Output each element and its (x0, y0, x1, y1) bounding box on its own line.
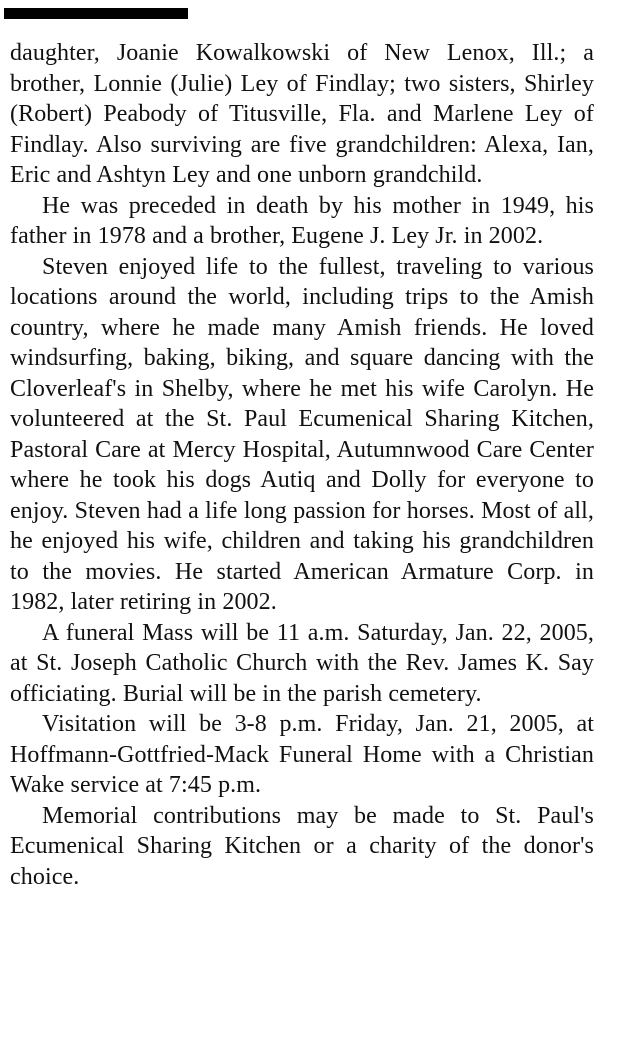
paragraph-survivors: daughter, Joanie Kowalkowski of New Lenox, Ill.; a brother, Lonnie (Julie) Ley of Findlay; two sisters, Shirley (Robert) Peabody of Titusville, Fla. and Marlene Ley of Findlay. Also surviving are five grandchildren: Alexa, Ian, Eric and Ashtyn Ley and one unborn grandchild. (10, 40, 594, 188)
paragraph-funeral-mass: A funeral Mass will be 11 a.m. Saturday, Jan. 22, 2005, at St. Joseph Catholic Church with the Rev. James K. Say officiating. Burial will be in the parish cemetery. (10, 619, 594, 707)
obituary-column (10, 38, 594, 892)
paragraph-preceded: He was preceded in death by his mother in 1949, his father in 1978 and a brother, Eugene J. Ley Jr. in 2002. (10, 192, 594, 249)
paragraph-visitation: Visitation will be 3-8 p.m. Friday, Jan. 21, 2005, at Hoffmann-Gottfried-Mack Funeral Home with a Christian Wake service at 7:45 p.m. (10, 711, 594, 798)
paragraph-life: Steven enjoyed life to the fullest, traveling to various locations around the world, including trips to the Amish country, where he made many Amish friends. He loved windsurfing, baking, biking, and square dancing with the Cloverleaf's in Shelby, where he met his wife Carolyn. He volunteered at the St. Paul Ecumenical Sharing Kitchen, Pastoral Care at Mercy Hospital, Autumnwood Care Center where he took his dogs Autiq and Dolly for everyone to enjoy. Steven had a life long passion for horses. Most of all, he enjoyed his wife, children and taking his grandchildren to the movies. He started American Armature Corp. in 1982, later retiring in 2002. (10, 253, 594, 615)
section-rule (4, 8, 188, 19)
paragraph-memorials: Memorial contributions may be made to St. Paul's Ecumenical Sharing Kitchen or a charity of the donor's choice. (10, 802, 594, 890)
